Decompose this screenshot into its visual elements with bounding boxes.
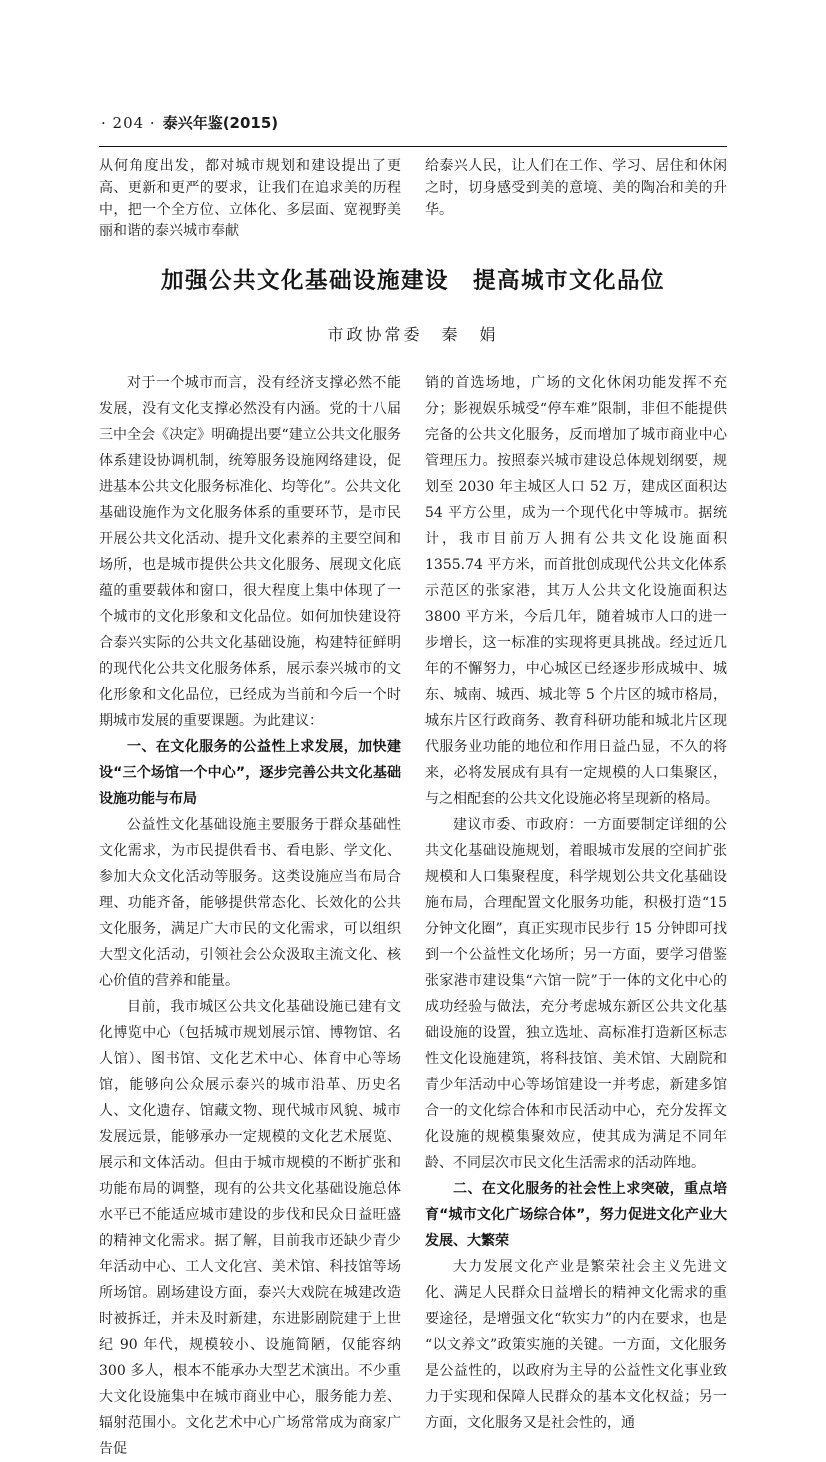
paragraph-culture-industry: 大力发展文化产业是繁荣社会主义先进文化、满足人民群众日益增长的精神文化需求的重要途径，是增强文化“软实力”的内在要求，也是“以文养文”政策实施的关键。一方面，文化服务是公益性的，以政府为主导的公益性文化事业致力于实现和保障人民群众的基本文化权益；另一方面，文化服务又是社会性的，通 [425,1259,727,1432]
article-author: 市政协常委 秦 娟 [327,325,499,345]
paragraph-suggestions: 建议市委、市政府：一方面要制定详细的公共文化基础设施规划，着眼城市发展的空间扩张规模和人口集聚程度，科学规划公共文化基础设施布局，合理配置文化服务功能，积极打造“15 分钟文化圈”，真正实现市民步行 15 分钟即可找到一个公益性文化场所；另一方面，要学习借鉴张家港市建设集“六馆一院”于一体的文化中心的成功经验与做法，充分考虑城东新区公共文化基础设施的设置，独立选址、高标准打造新区标志性文化设施建筑，将科技馆、美术馆、大剧院和青少年活动中心等场馆建设一并考虑，新建多馆合一的文化综合体和市民活动中心，充分发挥文化设施的规模集聚效应，使其成为满足不同年龄、不同层次市民文化生活需求的活动阵地。 [425,817,727,1172]
body-right-column [425,370,727,1462]
article-body [99,370,727,1462]
paragraph-public-welfare: 公益性文化基础设施主要服务于群众基础性文化需求，为市民提供看书、看电影、学文化、参加大众文化活动等服务。这类设施应当布局合理、功能齐备，能够提供常态化、长效化的公共文化服务，满足广大市民的文化需求，可以组织大型文化活动，引领社会公众汲取主流文化、核心价值的营养和能量。 [99,817,401,990]
yearbook-page [99,0,727,1462]
intro-left-column: 从何角度出发，都对城市规划和建设提出了更高、更新和更严的要求，让我们在追求美的历程中，把一个全方位、立体化、多层面、宽视野美丽和谐的泰兴城市奉献 [99,158,401,240]
section-heading-2: 二、在文化服务的社会性上求突破，重点培育“城市文化广场综合体”，努力促进文化产业大发展、大繁荣 [425,1181,727,1250]
paragraph-current-facilities: 目前，我市城区公共文化基础设施已建有文化博览中心（包括城市规划展示馆、博物馆、名人馆）、图书馆、文化艺术中心、体育中心等场馆，能够向公众展示泰兴的城市沿革、历史名人、文化遗存、馆藏文物、现代城市风貌、城市发展远景，能够承办一定规模的文化艺术展览、展示和文体活动。但由于城市规模的不断扩张和功能布局的调整，现有的公共文化基础设施总体水平已不能适应城市建设的步伐和民众日益旺盛的精神文化需求。据了解，目前我市还缺少青少年活动中心、工人文化宫、美术馆、科技馆等场所场馆。剧场建设方面，泰兴大戏院在城建改造时被拆迁，并未及时新建，东进影剧院建于上世纪 90 年代，规模较小、设施简陋，仅能容纳 300 多人，根本不能承办大型艺术演出。不少重大文化设施集中在城市商业中心，服务能力差、辐射范围小。文化艺术中心广场常常成为商家广告促 [99,999,401,1458]
intro-right-column: 给泰兴人民，让人们在工作、学习、居住和休闲之时，切身感受到美的意境、美的陶冶和美的升华。 [425,158,727,218]
page-number: · 204 · [101,114,156,132]
section-heading-1: 一、在文化服务的公益性上求发展，加快建设“三个场馆一个中心”，逐步完善公共文化基础设施功能与布局 [99,739,401,808]
intro-carryover-section [99,156,727,243]
paragraph-intro: 对于一个城市而言，没有经济支撑必然不能发展，没有文化支撑必然没有内涵。党的十八届三中全会《决定》明确提出要“建立公共文化服务体系建设协调机制，统筹服务设施网络建设，促进基本公共文化服务标准化、均等化”。公共文化基础设施作为文化服务体系的重要环节，是市民开展公共文化活动、提升文化素养的主要空间和场所，也是城市提供公共文化服务、展现文化底蕴的重要载体和窗口，很大程度上集中体现了一个城市的文化形象和文化品位。如何加快建设符合泰兴实际的公共文化基础设施，构建特征鲜明的现代化公共文化服务体系，展示泰兴城市的文化形象和文化品位，已经成为当前和今后一个时期城市发展的重要课题。为此建议： [99,375,401,730]
page-header [99,112,727,147]
body-left-column [99,370,401,1462]
book-title: 泰兴年鉴(2015) [162,114,279,132]
article-title: 加强公共文化基础设施建设 提高城市文化品位 [160,268,665,295]
paragraph-continuation: 销的首选场地，广场的文化休闲功能发挥不充分；影视娱乐城受“停车难”限制，非但不能提供完备的公共文化服务，反而增加了城市商业中心管理压力。按照泰兴城市建设总体规划纲要，规划至 2030 年主城区人口 52 万，建成区面积达 54 平方公里，成为一个现代化中等城市。据统计，我市目前万人拥有公共文化设施面积 1355.74 平方米，而首批创成现代公共文化体系示范区的张家港，其万人公共文化设施面积达 3800 平方米，今后几年，随着城市人口的进一步增长，这一标准的实现将更具挑战。经过近几年的不懈努力，中心城区已经逐步形成城中、城东、城南、城西、城北等 5 个片区的城市格局，城东片区行政商务、教育科研功能和城北片区现代服务业功能的地位和作用日益凸显，不久的将来，必将发展成有具有一定规模的人口集聚区，与之相配套的公共文化设施必将呈现新的格局。 [425,375,727,808]
